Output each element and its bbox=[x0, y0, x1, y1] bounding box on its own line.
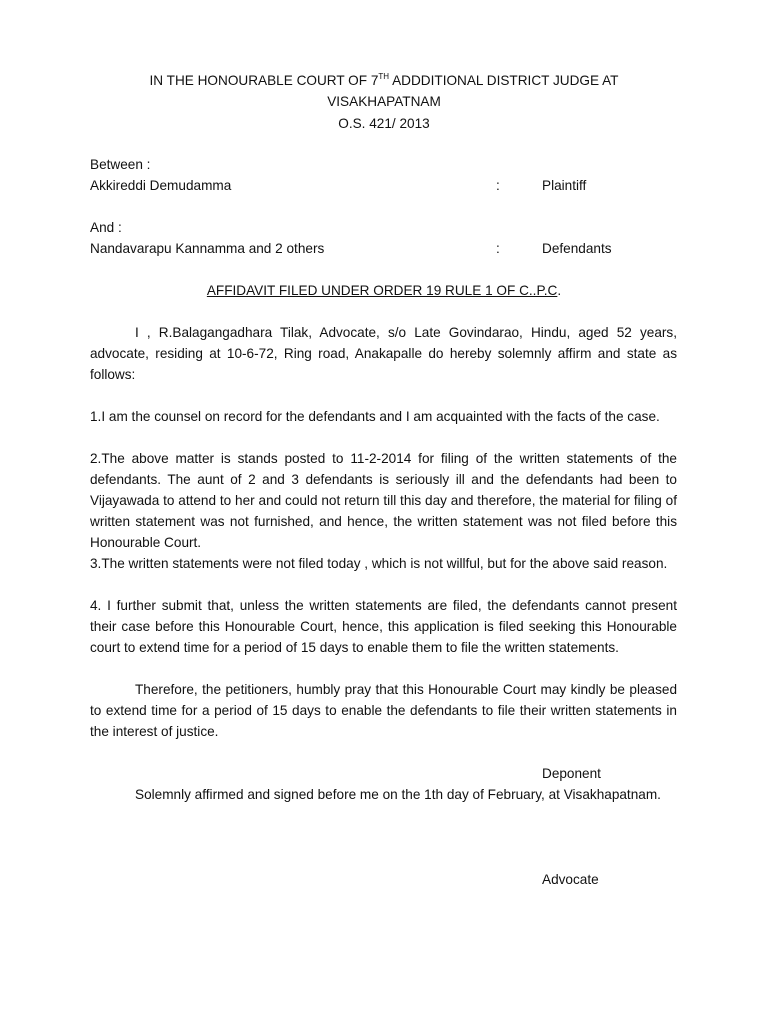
solemnly-affirmed-paragraph: Solemnly affirmed and signed before me on the 1th day of February, at Visakhapatnam. bbox=[135, 787, 661, 802]
affidavit-title-period: . bbox=[557, 283, 562, 298]
affidavit-title bbox=[0, 280, 768, 301]
point-2: 2.The above matter is stands posted to 11-2-2014 for filing of the written statements of the defendants. The aunt of 2 and 3 defendants is seriously ill and the defendants had been to Vijayawada to attend to her and could not return till this day and therefore, the material for filing of written statement was not furnished, and hence, the written statement was not filed before this Honourable Court. bbox=[90, 451, 677, 550]
point-4: 4. I further submit that, unless the written statements are filed, the defendants cannot present their case before this Honourable Court, hence, this application is filed seeking this Honourable court to extend time for a period of 15 days to enable them to file the written statements. bbox=[90, 598, 677, 655]
plaintiff-role: Plaintiff bbox=[542, 178, 587, 193]
between-label: Between : bbox=[90, 157, 151, 172]
header-case-number: O.S. 421/ 2013 bbox=[338, 116, 430, 131]
and-label: And : bbox=[90, 220, 122, 235]
plaintiff-name: Akkireddi Demudamma bbox=[90, 178, 232, 193]
point-1: 1.I am the counsel on record for the defendants and I am acquainted with the facts of the case. bbox=[90, 409, 660, 424]
header-city: VISAKHAPATNAM bbox=[327, 94, 441, 109]
advocate-label: Advocate bbox=[542, 872, 599, 887]
deponent-label: Deponent bbox=[542, 766, 601, 781]
prayer-paragraph: Therefore, the petitioners, humbly pray that this Honourable Court may kindly be pleased to extend time for a period of 15 days to enable the defendants to file their written statements in the interest of justice. bbox=[90, 682, 677, 739]
point-3: 3.The written statements were not filed today , which is not willful, but for the above said reason. bbox=[90, 556, 668, 571]
defendant-colon: : bbox=[496, 241, 500, 256]
plaintiff-colon: : bbox=[496, 178, 500, 193]
defendant-name: Nandavarapu Kannamma and 2 others bbox=[90, 241, 325, 256]
affidavit-title-text: AFFIDAVIT FILED UNDER ORDER 19 RULE 1 OF C..P.C bbox=[206, 283, 558, 298]
header-superscript: TH bbox=[378, 72, 390, 81]
header-court-text: IN THE HONOURABLE COURT OF 7 bbox=[149, 73, 379, 88]
intro-paragraph: I , R.Balagangadhara Tilak, Advocate, s/o Late Govindarao, Hindu, aged 52 years, advocate, residing at 10-6-72, Ring road, Anakapalle do hereby solemnly affirm and state as follows: bbox=[90, 325, 677, 382]
header-court-line bbox=[0, 70, 768, 91]
defendant-role: Defendants bbox=[542, 241, 612, 256]
header-court-text-end: ADDDITIONAL DISTRICT JUDGE AT bbox=[389, 73, 619, 88]
